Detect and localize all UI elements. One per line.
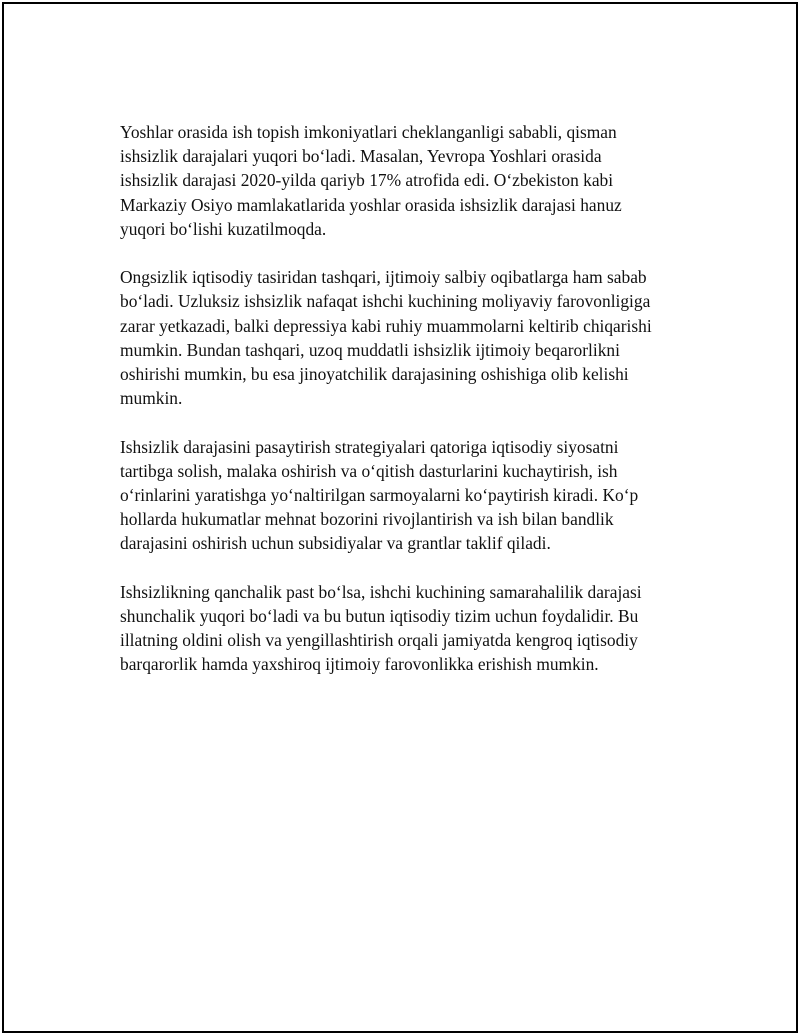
- text-line: mumkin. Bundan tashqari, uzoq muddatli ishsizlik ijtimoiy beqarorlikni: [120, 339, 620, 360]
- text-line: yuqori bo‘lishi kuzatilmoqda.: [120, 218, 327, 239]
- text-line: o‘rinlarini yaratishga yo‘naltirilgan sarmoyalarni ko‘paytirish kiradi. Ko‘p: [120, 485, 639, 506]
- text-line: illatning oldini olish va yengillashtirish orqali jamiyatda kengroq iqtisodiy: [120, 630, 638, 651]
- text-line: hollarda hukumatlar mehnat bozorini rivojlantirish va ish bilan bandlik: [120, 509, 614, 530]
- text-line: ishsizlik darajasi 2020-yilda qariyb 17% atrofida edi. O‘zbekiston kabi: [120, 170, 614, 191]
- paragraph-3: [120, 435, 680, 556]
- text-line: zarar yetkazadi, balki depressiya kabi ruhiy muammolarni keltirib chiqarishi: [120, 315, 652, 336]
- text-line: darajasini oshirish uchun subsidiyalar va grantlar taklif qiladi.: [120, 533, 551, 554]
- text-line: Ishsizlikning qanchalik past bo‘lsa, ishchi kuchining samarahalilik darajasi: [120, 581, 642, 602]
- text-line: Ishsizlik darajasini pasaytirish strategiyalari qatoriga iqtisodiy siyosatni: [120, 436, 619, 457]
- document-body: [120, 120, 680, 701]
- text-line: Yoshlar orasida ish topish imkoniyatlari cheklanganligi sababli, qisman: [120, 122, 617, 142]
- paragraph-1: [120, 120, 680, 241]
- text-line: Ongsizlik iqtisodiy tasiridan tashqari, ijtimoiy salbiy oqibatlarga ham sabab: [120, 267, 647, 288]
- text-line: bo‘ladi. Uzluksiz ishsizlik nafaqat ishchi kuchining moliyaviy farovonligiga: [120, 291, 651, 312]
- text-line: ishsizlik darajalari yuqori bo‘ladi. Masalan, Yevropa Yoshlari orasida: [120, 146, 602, 167]
- text-line: tartibga solish, malaka oshirish va o‘qitish dasturlarini kuchaytirish, ish: [120, 460, 618, 481]
- paragraph-2: [120, 265, 680, 410]
- text-line: mumkin.: [120, 388, 183, 409]
- document-page: [2, 2, 798, 1033]
- text-line: barqarorlik hamda yaxshiroq ijtimoiy farovonlikka erishish mumkin.: [120, 654, 599, 675]
- text-line: oshirishi mumkin, bu esa jinoyatchilik darajasining oshishiga olib kelishi: [120, 364, 629, 385]
- text-line: Markaziy Osiyo mamlakatlarida yoshlar orasida ishsizlik darajasi hanuz: [120, 194, 622, 215]
- paragraph-4: [120, 580, 680, 677]
- text-line: shunchalik yuqori bo‘ladi va bu butun iqtisodiy tizim uchun foydalidir. Bu: [120, 606, 639, 627]
